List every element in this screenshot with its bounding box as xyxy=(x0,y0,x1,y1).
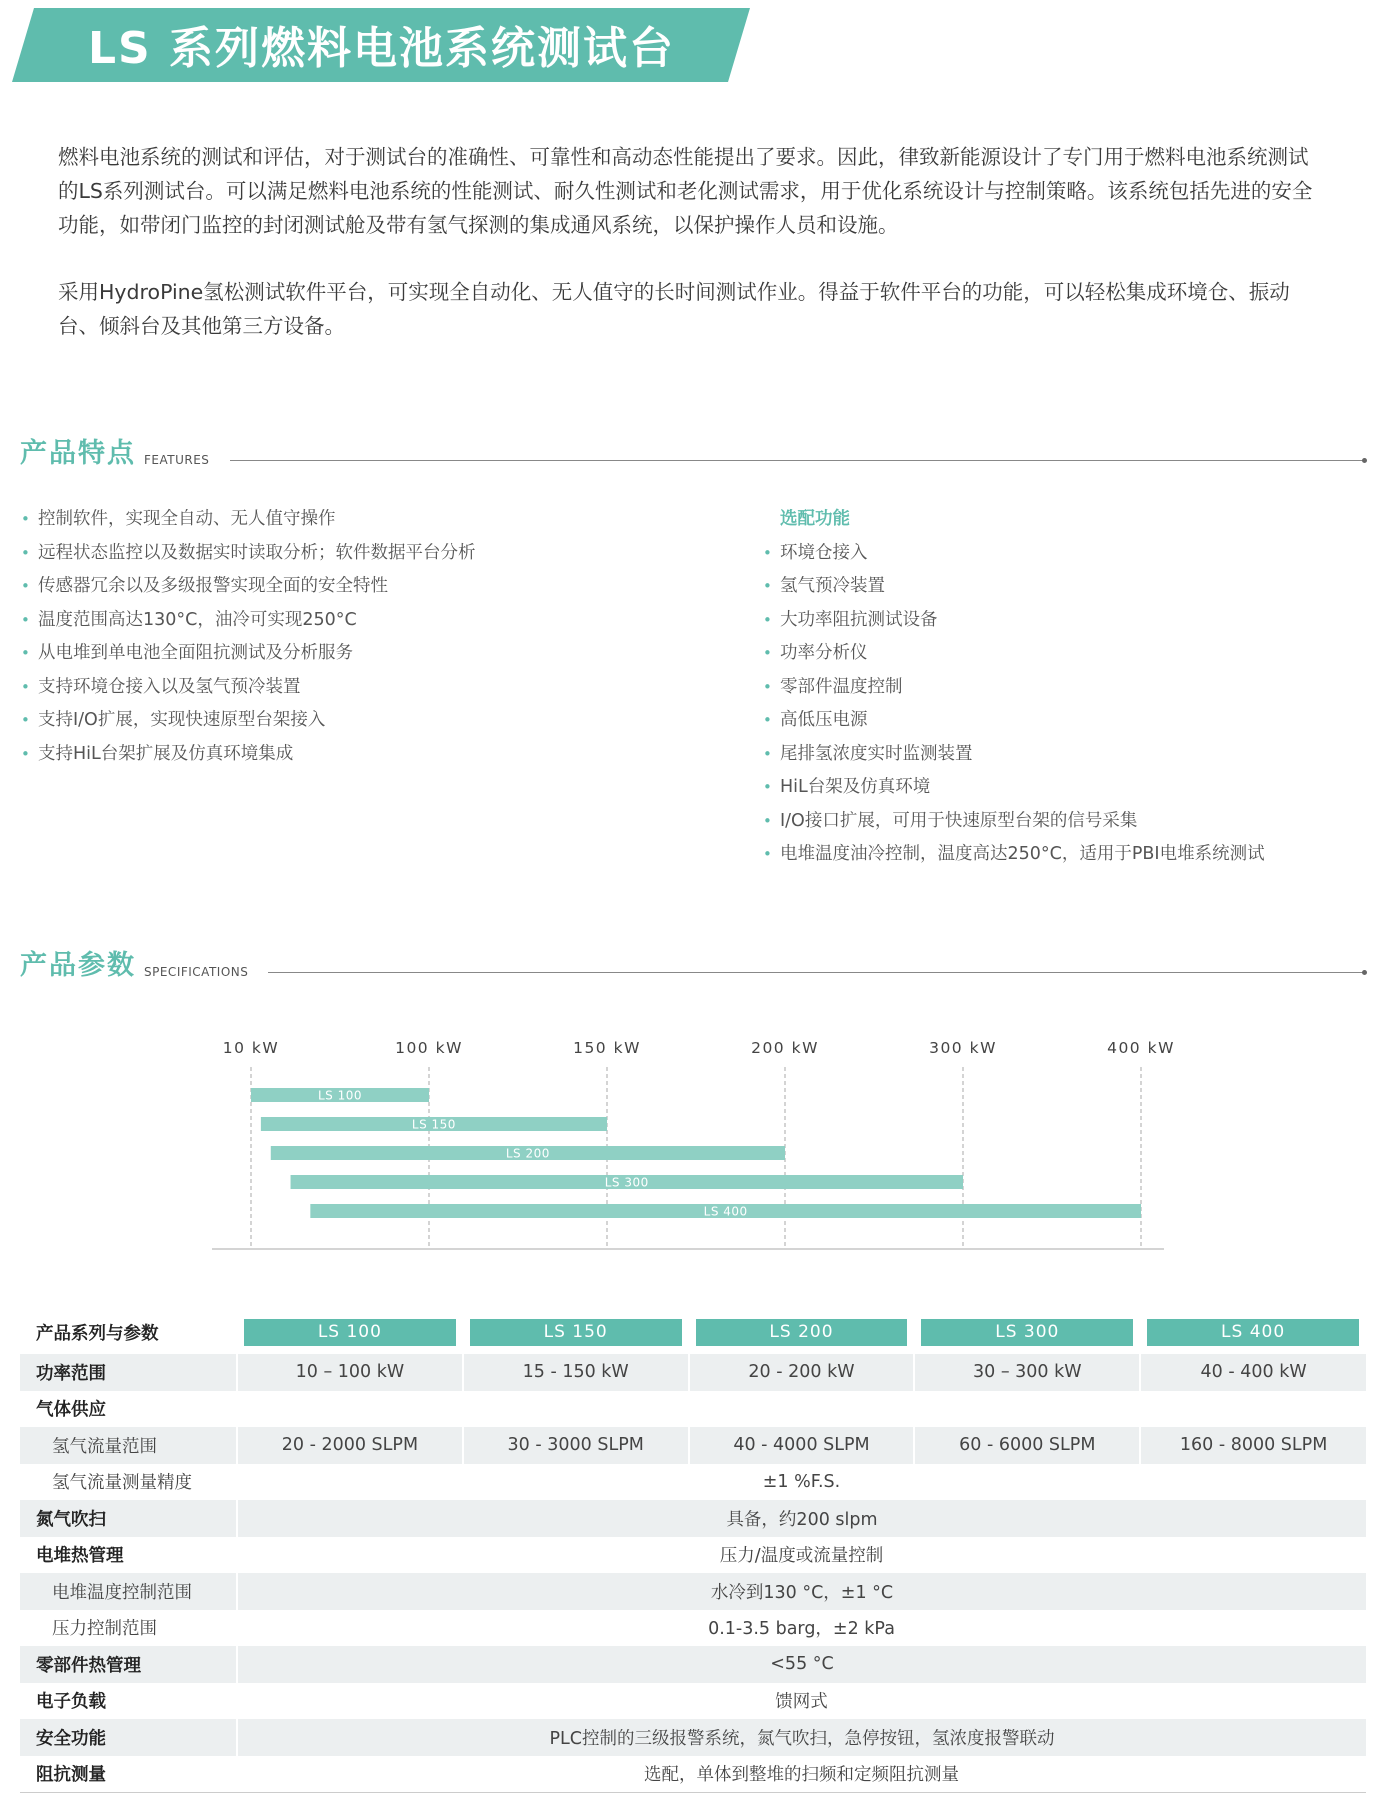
option-item xyxy=(762,738,1265,772)
row-label: 电子负载 xyxy=(36,1692,106,1713)
row-label: 阻抗测量 xyxy=(20,1756,237,1793)
spec-table xyxy=(20,1310,1366,1793)
cell: 40 - 400 kW xyxy=(1140,1354,1366,1391)
feature-item-text: 温度范围高达130°C，油冷可实现250°C xyxy=(38,609,357,630)
option-item xyxy=(762,637,1265,671)
feature-item xyxy=(20,671,476,705)
model-ls150: LS 150 xyxy=(470,1319,682,1346)
feature-item xyxy=(20,604,476,638)
specs-title: 产品参数 xyxy=(20,950,136,981)
feature-item-text: 远程状态监控以及数据实时读取分析；软件数据平台分析 xyxy=(38,542,476,563)
feature-item xyxy=(20,537,476,571)
option-item xyxy=(762,671,1265,705)
cell: 30 - 3000 SLPM xyxy=(463,1427,689,1464)
bullet-icon: • xyxy=(763,744,772,763)
row-label: 零部件热管理 xyxy=(20,1646,237,1683)
table-row-impedance xyxy=(20,1756,1366,1793)
section-divider xyxy=(230,460,1365,461)
intro-paragraph-1: 燃料电池系统的测试和评估，对于测试台的准确性、可靠性和高动态性能提出了要求。因此，律致新能源设计了专门用于燃料电池系统测试的LS系列测试台。可以满足燃料电池系统的性能测试、耐久性测试和老化测试需求，用于优化系统设计与控制策略。该系统包括先进的安全功能，如带闭门监控的封闭测试舱及带有氢气探测的集成通风系统，以保护操作人员和设施。 xyxy=(58,145,1313,237)
section-divider xyxy=(268,972,1365,973)
features-list xyxy=(20,503,476,771)
options-list xyxy=(762,503,1265,872)
table-row-pressure xyxy=(20,1610,1366,1647)
option-item-text: HiL台架及仿真环境 xyxy=(780,777,931,797)
model-ls400: LS 400 xyxy=(1147,1319,1359,1346)
divider-dot xyxy=(1362,970,1367,975)
tick-label: 150 kW xyxy=(573,1039,641,1057)
table-row-power xyxy=(20,1354,1366,1391)
tick-label: 100 kW xyxy=(395,1039,463,1057)
row-label: 压力控制范围 xyxy=(52,1619,157,1640)
bullet-icon: • xyxy=(763,811,772,830)
cell: 馈网式 xyxy=(775,1692,828,1713)
tick-label: 400 kW xyxy=(1107,1039,1175,1057)
cell: 20 - 2000 SLPM xyxy=(237,1427,463,1464)
page-title: LS 系列燃料电池系统测试台 xyxy=(88,23,676,74)
model-ls200: LS 200 xyxy=(696,1319,908,1346)
bar-label: LS 150 xyxy=(411,1117,456,1132)
feature-item-text: 传感器冗余以及多级报警实现全面的安全特性 xyxy=(38,576,388,596)
tick-label: 200 kW xyxy=(751,1039,819,1057)
cell: 30 – 300 kW xyxy=(914,1354,1140,1391)
bullet-icon: • xyxy=(21,644,30,662)
bar-label: LS 100 xyxy=(317,1088,363,1103)
cell: 选配，单体到整堆的扫频和定频阻抗测量 xyxy=(237,1756,1366,1793)
bullet-icon: • xyxy=(21,610,30,629)
bullet-icon: • xyxy=(21,543,30,562)
bullet-icon: • xyxy=(21,510,30,528)
cell: 40 - 4000 SLPM xyxy=(689,1427,915,1464)
cell: <55 °C xyxy=(237,1646,1366,1683)
divider-dot xyxy=(1362,458,1367,463)
cell: 压力/温度或流量控制 xyxy=(719,1546,884,1567)
bar-label: LS 300 xyxy=(604,1175,649,1190)
option-item-text: 环境仓接入 xyxy=(780,542,868,563)
option-item xyxy=(762,704,1265,738)
table-row-safety xyxy=(20,1719,1366,1756)
bullet-icon: • xyxy=(21,677,30,696)
feature-item-text: 支持环境仓接入以及氢气预冷装置 xyxy=(38,676,301,697)
table-row-h2-flow xyxy=(20,1427,1366,1464)
features-title: 产品特点 xyxy=(20,438,136,469)
bullet-icon: • xyxy=(763,577,772,595)
bullet-icon: • xyxy=(763,610,772,629)
table-header-row xyxy=(20,1310,1366,1354)
bullet-icon: • xyxy=(763,778,772,796)
cell: 0.1-3.5 barg，±2 kPa xyxy=(708,1619,895,1640)
row-label: 安全功能 xyxy=(20,1719,237,1756)
header-label: 产品系列与参数 xyxy=(36,1323,159,1344)
cell: 15 - 150 kW xyxy=(463,1354,689,1391)
features-title-en: FEATURES xyxy=(144,453,210,467)
table-row-stack-thermal xyxy=(20,1537,1366,1574)
specs-section-header xyxy=(20,942,1365,982)
bullet-icon: • xyxy=(763,845,772,863)
table-row-stack-temp xyxy=(20,1573,1366,1610)
table-row-gas xyxy=(20,1391,1366,1428)
option-item xyxy=(762,805,1265,839)
option-item xyxy=(762,537,1265,571)
feature-item xyxy=(20,738,476,772)
row-label: 氮气吹扫 xyxy=(20,1500,237,1537)
intro-paragraph-2: 采用HydroPine氢松测试软件平台，可实现全自动化、无人值守的长时间测试作业。得益于软件平台的功能，可以轻松集成环境仓、振动台、倾斜台及其他第三方设备。 xyxy=(58,280,1290,338)
table-row-h2-accuracy xyxy=(20,1464,1366,1501)
specs-title-en: SPECIFICATIONS xyxy=(144,965,249,979)
bullet-icon: • xyxy=(21,711,30,729)
option-item xyxy=(762,570,1265,604)
cell: 20 - 200 kW xyxy=(689,1354,915,1391)
feature-item-text: 控制软件，实现全自动、无人值守操作 xyxy=(38,509,336,529)
feature-item-text: 从电堆到单电池全面阻抗测试及分析服务 xyxy=(38,643,353,663)
bullet-icon: • xyxy=(763,543,772,562)
feature-item xyxy=(20,637,476,671)
cell: 160 - 8000 SLPM xyxy=(1140,1427,1366,1464)
option-item-text: 零部件温度控制 xyxy=(780,676,903,697)
cell: 60 - 6000 SLPM xyxy=(914,1427,1140,1464)
option-item xyxy=(762,771,1265,805)
table-row-component-thermal xyxy=(20,1646,1366,1683)
model-ls100: LS 100 xyxy=(244,1319,456,1346)
bullet-icon: • xyxy=(763,677,772,696)
cell: 具备，约200 slpm xyxy=(237,1500,1366,1537)
feature-item xyxy=(20,503,476,537)
option-item-text: 功率分析仪 xyxy=(780,643,868,663)
option-item-text: 氢气预冷装置 xyxy=(780,576,885,596)
feature-item xyxy=(20,570,476,604)
features-section-header xyxy=(20,430,1365,470)
tick-label: 10 kW xyxy=(222,1039,280,1057)
option-item xyxy=(762,604,1265,638)
power-range-chart xyxy=(222,1025,1370,1285)
feature-item-text: 支持HiL台架扩展及仿真环境集成 xyxy=(38,743,294,764)
row-label: 氢气流量测量精度 xyxy=(52,1473,192,1494)
table-row-n2-purge xyxy=(20,1500,1366,1537)
cell: 10 – 100 kW xyxy=(237,1354,463,1391)
row-label: 氢气流量范围 xyxy=(20,1427,237,1464)
bar-label: LS 400 xyxy=(703,1204,748,1219)
tick-label: 300 kW xyxy=(929,1039,997,1057)
feature-item xyxy=(20,704,476,738)
option-item-text: 电堆温度油冷控制，温度高达250°C，适用于PBI电堆系统测试 xyxy=(780,844,1265,864)
cell: PLC控制的三级报警系统，氮气吹扫，急停按钮，氢浓度报警联动 xyxy=(237,1719,1366,1756)
table-row-e-load xyxy=(20,1683,1366,1720)
option-item-text: 大功率阻抗测试设备 xyxy=(780,609,938,630)
option-item-text: 高低压电源 xyxy=(780,710,868,730)
row-label: 电堆热管理 xyxy=(36,1546,124,1567)
option-item-text: I/O接口扩展，可用于快速原型台架的信号采集 xyxy=(780,810,1138,831)
bullet-icon: • xyxy=(21,744,30,763)
bullet-icon: • xyxy=(21,577,30,595)
bar-label: LS 200 xyxy=(505,1146,550,1161)
feature-item-text: 支持I/O扩展，实现快速原型台架接入 xyxy=(38,710,326,730)
bullet-icon: • xyxy=(763,644,772,662)
row-label: 功率范围 xyxy=(20,1354,237,1391)
option-item-text: 尾排氢浓度实时监测装置 xyxy=(780,743,973,764)
cell: 水冷到130 °C，±1 °C xyxy=(237,1573,1366,1610)
model-ls300: LS 300 xyxy=(921,1319,1133,1346)
cell: ±1 %F.S. xyxy=(762,1471,841,1492)
options-title: 选配功能 xyxy=(780,509,850,529)
power-range-chart-svg xyxy=(222,1025,1370,1285)
bullet-icon: • xyxy=(763,711,772,729)
option-item xyxy=(762,838,1265,872)
row-label: 气体供应 xyxy=(36,1400,106,1421)
row-label: 电堆温度控制范围 xyxy=(20,1573,237,1610)
